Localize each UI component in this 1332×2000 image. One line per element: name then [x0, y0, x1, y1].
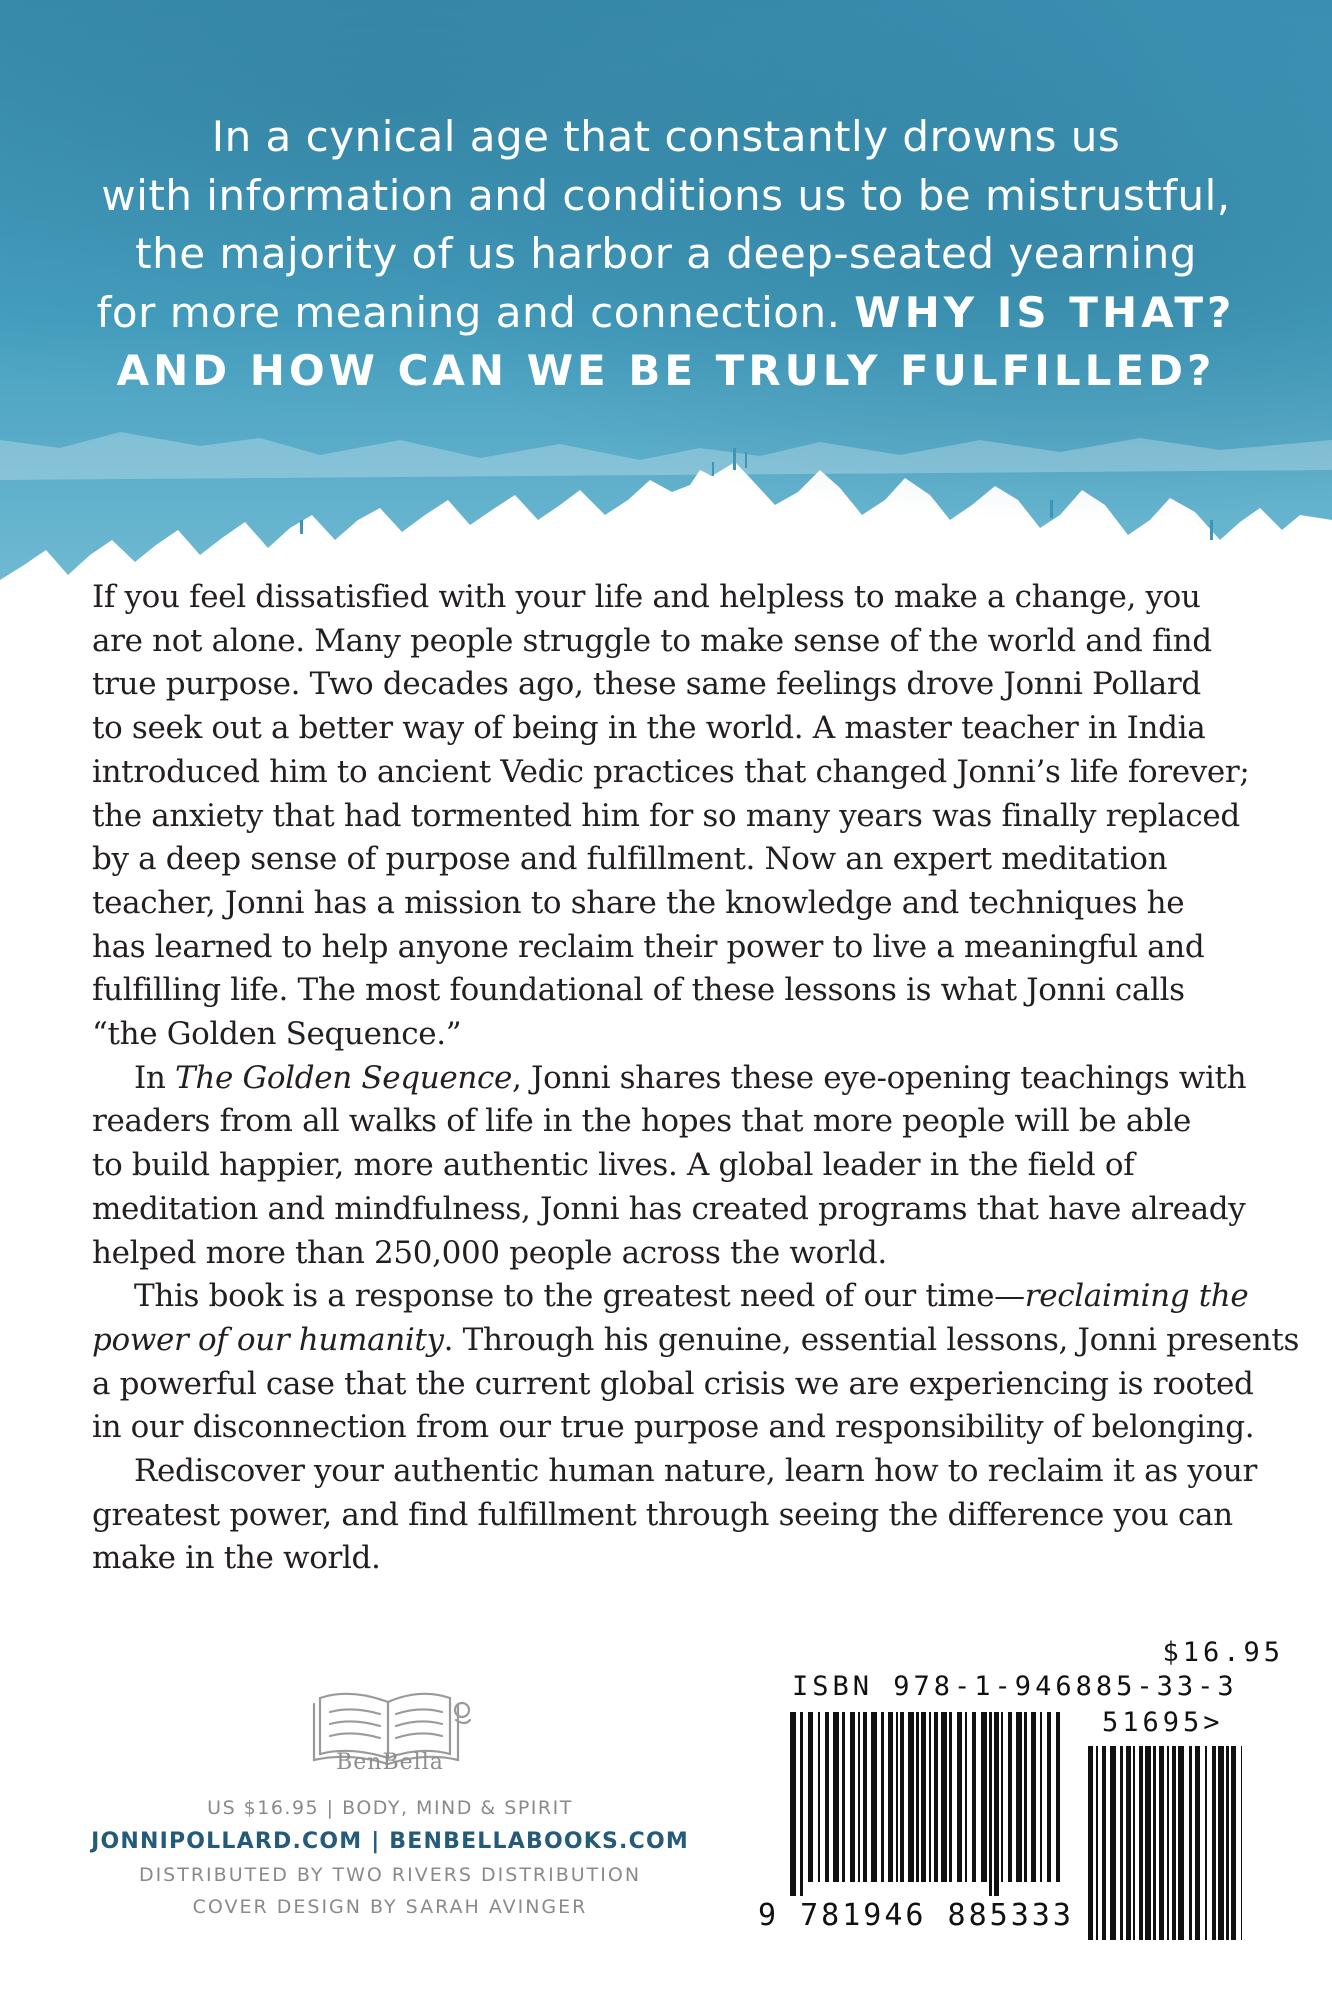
description-line: Rediscover your authentic human nature, learn how to reclaim it as your: [134, 1453, 1257, 1490]
description-line: readers from all walks of life in the hopes that more people will be able: [92, 1103, 1192, 1140]
description-line: [92, 1057, 1252, 1101]
description-line: helped more than 250,000 people across the world.: [92, 1234, 887, 1271]
description-line: make in the world.: [92, 1540, 381, 1577]
description-line: true purpose. Two decades ago, these same feelings drove Jonni Pollard: [92, 666, 1201, 703]
p3-italic-2: power of our humanity: [92, 1321, 444, 1358]
description-line: fulfilling life. The most foundational of these lessons is what Jonni calls: [92, 972, 1185, 1009]
price-addon-code: 51695>: [1102, 1707, 1224, 1738]
distributor-credit: DISTRIBUTED BY TWO RIVERS DISTRIBUTION: [138, 1864, 642, 1886]
description-line: introduced him to ancient Vedic practices that changed Jonni’s life forever;: [92, 753, 1250, 790]
description-line: are not alone. Many people struggle to make sense of the world and find: [92, 622, 1212, 659]
description-line: by a deep sense of purpose and fulfillment. Now an expert meditation: [92, 841, 1168, 878]
tagline-line-4: [0, 284, 1332, 343]
tagline-line-2: with information and conditions us to be mistrustful,: [101, 170, 1231, 220]
description-line: in our disconnection from our true purpose and responsibility of belonging.: [92, 1409, 1255, 1446]
description-line: to build happier, more authentic lives. A global leader in the field of: [92, 1147, 1135, 1184]
description-line: greatest power, and find fulfillment through seeing the difference you can: [92, 1496, 1233, 1533]
tagline-line-1: In a cynical age that constantly drowns us: [211, 112, 1121, 161]
description-line: “the Golden Sequence.”: [92, 1016, 462, 1053]
description-line: [92, 1319, 1300, 1363]
p3-start: This book is a response to the greatest need of our time—: [134, 1278, 1025, 1315]
description-line: the anxiety that had tormented him for so many years was finally replaced: [92, 797, 1240, 834]
website-links: JONNIPOLLARD.COM | BENBELLABOOKS.COM: [91, 1829, 689, 1854]
p2-in: In: [134, 1059, 176, 1096]
p2-rest: , Jonni shares these eye-opening teachings with: [511, 1059, 1247, 1096]
description-line: has learned to help anyone reclaim their power to live a meaningful and: [92, 928, 1205, 965]
cover-design-credit: COVER DESIGN BY SARAH AVINGER: [192, 1896, 588, 1918]
description-line: meditation and mindfulness, Jonni has created programs that have already: [92, 1190, 1246, 1227]
tagline-question-2: AND HOW CAN WE BE TRULY FULFILLED?: [116, 346, 1216, 395]
description-line: a powerful case that the current global crisis we are experiencing is rooted: [92, 1365, 1254, 1402]
book-title: The Golden Sequence: [175, 1059, 512, 1096]
tagline-line-4-text: for more meaning and connection.: [96, 287, 841, 337]
description-line: teacher, Jonni has a mission to share the knowledge and techniques he: [92, 884, 1185, 921]
barcode-digits: 9 781946 885333: [758, 1898, 1074, 1933]
tagline-line-3: the majority of us harbor a deep-seated yearning: [135, 229, 1197, 278]
book-description: [92, 576, 1300, 1581]
p3-after: . Through his genuine, essential lessons, Jonni presents: [443, 1321, 1300, 1358]
description-line: [92, 1275, 1252, 1319]
price-category: US $16.95 | BODY, MIND & SPIRIT: [207, 1797, 573, 1819]
publisher-name: BenBella: [336, 1750, 444, 1775]
barcode-price: $16.95: [1162, 1637, 1284, 1668]
description-line: to seek out a better way of being in the world. A master teacher in India: [92, 710, 1206, 747]
tagline-question-1: WHY IS THAT?: [854, 287, 1236, 337]
p3-italic-1: reclaiming the: [1024, 1278, 1249, 1315]
header-tagline: [0, 108, 1332, 401]
isbn-number: ISBN 978-1-946885-33-3: [792, 1671, 1238, 1702]
description-line: If you feel dissatisfied with your life and helpless to make a change, you: [92, 579, 1201, 615]
